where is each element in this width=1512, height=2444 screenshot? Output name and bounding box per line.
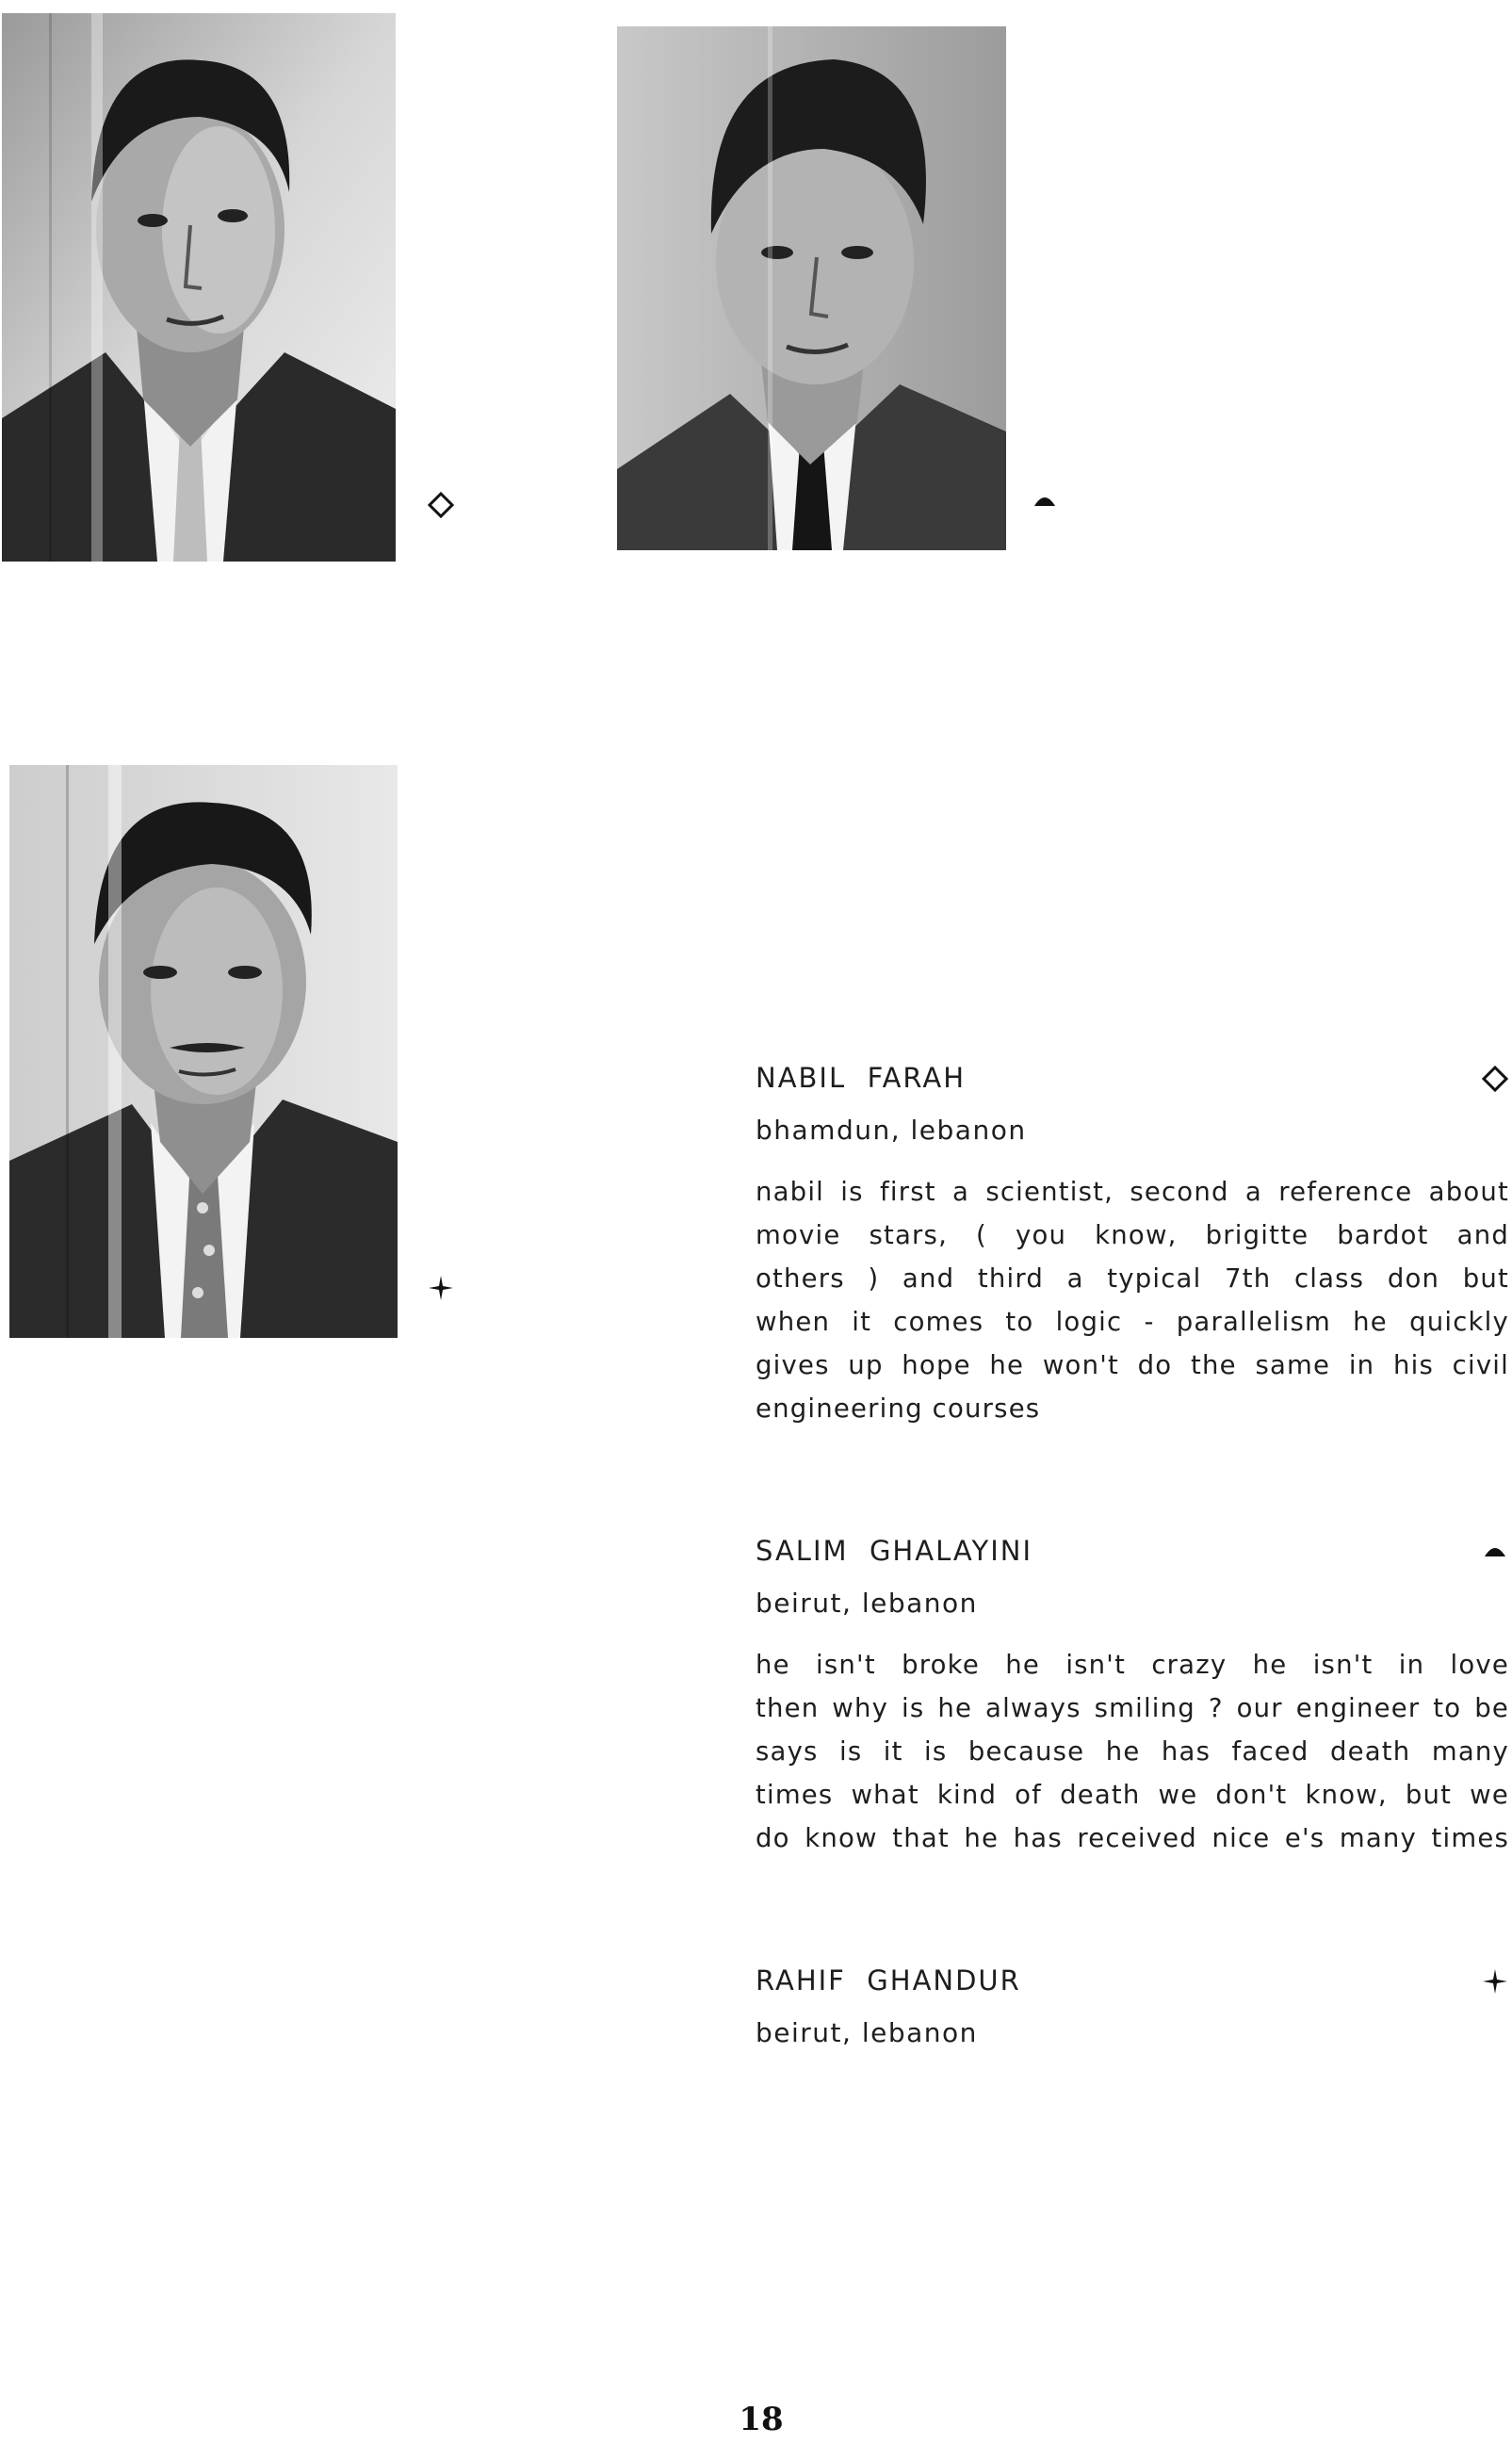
entry-header xyxy=(756,1059,1509,1100)
entry-place: beirut, lebanon xyxy=(756,2017,978,2048)
entry-salim-ghalayini xyxy=(756,1532,1509,1860)
bio-line: when it comes to logic - parallelism he quickly xyxy=(756,1307,1509,1337)
open-diamond-icon xyxy=(1481,1065,1509,1093)
bio-line: says is it is because he has faced death many xyxy=(756,1736,1509,1767)
bio-line: then why is he always smiling ? our engineer to be xyxy=(756,1693,1509,1723)
entry-place: beirut, lebanon xyxy=(756,1588,978,1619)
entry-bio xyxy=(756,1643,1509,1860)
portrait-image xyxy=(2,13,396,562)
portrait-photo-rahif-ghandur xyxy=(9,765,398,1338)
bio-line: gives up hope he won't do the same in his civil xyxy=(756,1350,1509,1380)
bio-line: engineering courses xyxy=(756,1393,1041,1424)
page-number: 18 xyxy=(739,2401,784,2438)
entry-name: NABIL FARAH xyxy=(756,1062,967,1094)
entry-header xyxy=(756,1962,1509,2003)
bio-line: movie stars, ( you know, brigitte bardot and xyxy=(756,1220,1509,1250)
bio-line: he isn't broke he isn't crazy he isn't in love xyxy=(756,1650,1509,1680)
portrait-image xyxy=(617,26,1006,550)
entry-name: RAHIF GHANDUR xyxy=(756,1964,1021,1996)
entry-nabil-farah xyxy=(756,1059,1509,1430)
entry-place: bhamdun, lebanon xyxy=(756,1115,1027,1146)
entry-name: SALIM GHALAYINI xyxy=(756,1535,1032,1567)
bio-line: do know that he has received nice e's many times xyxy=(756,1823,1509,1853)
portrait-photo-nabil-farah xyxy=(2,13,396,562)
four-point-star-icon xyxy=(427,1274,455,1302)
entry-bio xyxy=(756,1170,1509,1430)
open-diamond-icon xyxy=(427,491,455,519)
half-dome-icon xyxy=(1031,487,1059,515)
portrait-image xyxy=(9,765,398,1338)
portrait-photo-salim-ghalayini xyxy=(617,26,1006,550)
bio-line: nabil is first a scientist, second a reference about xyxy=(756,1177,1509,1207)
entry-header xyxy=(756,1532,1509,1573)
four-point-star-icon xyxy=(1481,1967,1509,1996)
bio-line: others ) and third a typical 7th class don but xyxy=(756,1263,1509,1294)
bio-line: times what kind of death we don't know, but we xyxy=(756,1780,1509,1810)
half-dome-icon xyxy=(1481,1538,1509,1566)
entry-rahif-ghandur xyxy=(756,1962,1509,2052)
